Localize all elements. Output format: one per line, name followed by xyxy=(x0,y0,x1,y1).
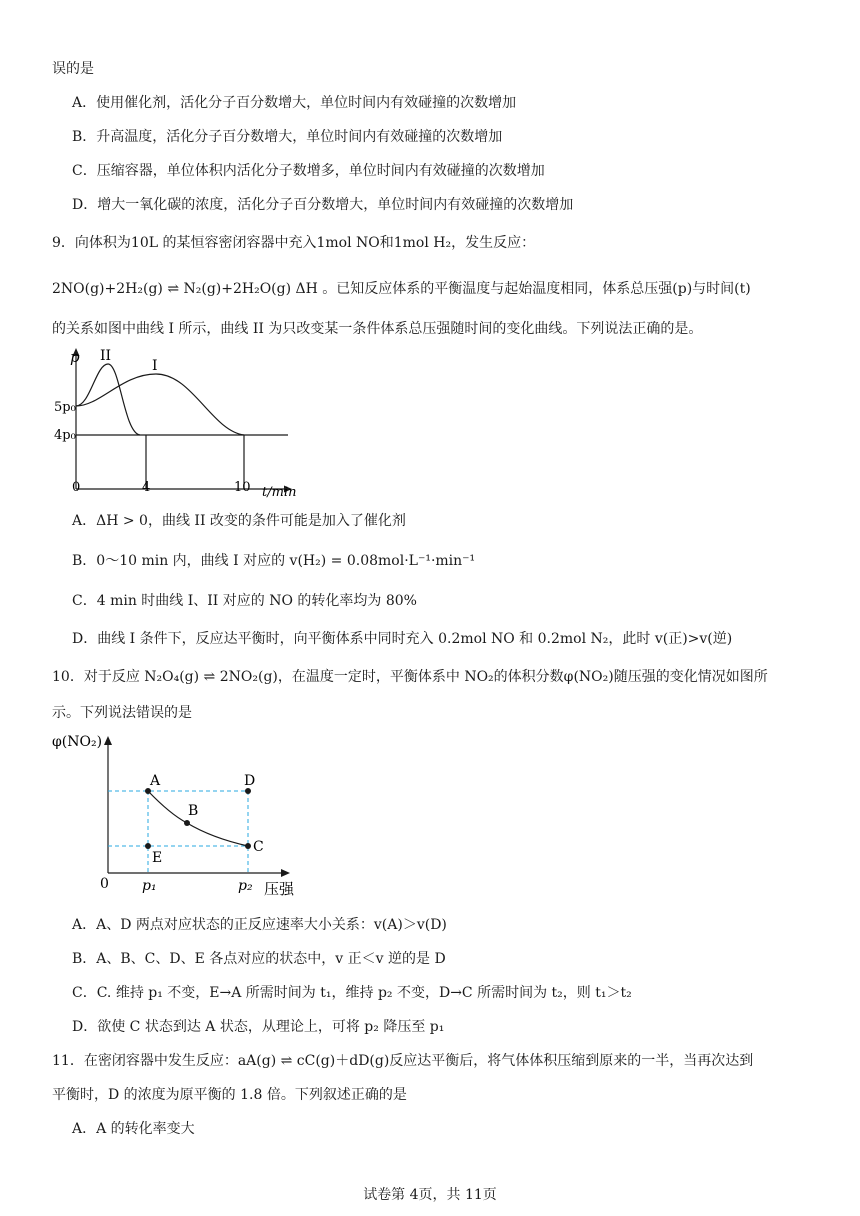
point-label-d: D xyxy=(244,773,256,789)
option-d-q9: D．曲线 I 条件下，反应达平衡时，向平衡体系中同时充入 0.2mol NO 和 0.2mol N₂，此时 v(正)>v(逆) xyxy=(72,631,733,647)
x-axis-label: t/min xyxy=(262,485,297,500)
x-axis-label: 压强 xyxy=(264,880,295,898)
no2-fraction-pressure-graph xyxy=(52,728,312,898)
page-footer: 试卷第 4页，共 11页 xyxy=(363,1187,497,1203)
x-tick-4: 4 xyxy=(142,480,151,495)
x-tick-p1: p₁ xyxy=(142,878,157,894)
pressure-time-graph xyxy=(52,346,312,502)
y-axis-label: p xyxy=(70,348,80,366)
option-c-q10: C．C. 维持 p₁ 不变，E→A 所需时间为 t₁，维持 p₂ 不变，D→C 所需时间为 t₂，则 t₁＞t₂ xyxy=(72,985,632,1001)
curve-label-ii: II xyxy=(100,348,112,364)
question-10-stem-cont: 示。下列说法错误的是 xyxy=(52,705,192,721)
question-11-stem-cont: 平衡时，D 的浓度为原平衡的 1.8 倍。下列叙述正确的是 xyxy=(52,1087,407,1103)
option-b-q10: B．A、B、C、D、E 各点对应的状态中，v 正＜v 逆的是 D xyxy=(72,951,446,967)
option-a-q9: A．ΔH > 0，曲线 II 改变的条件可能是加入了催化剂 xyxy=(72,513,406,529)
text-line-0: 误的是 xyxy=(52,61,94,77)
option-c-q8: C．压缩容器，单位体积内活化分子数增多，单位时间内有效碰撞的次数增加 xyxy=(72,163,545,179)
point-label-c: C xyxy=(253,839,264,855)
option-a-q10: A．A、D 两点对应状态的正反应速率大小关系：v(A)＞v(D) xyxy=(72,917,447,933)
y-tick-5p0: 5p₀ xyxy=(54,400,76,415)
question-9-stem: 9．向体积为10L 的某恒容密闭容器中充入1mol NO和1mol H₂，发生反应： xyxy=(52,235,536,251)
origin-label: 0 xyxy=(100,876,109,892)
guide-lines xyxy=(108,791,248,873)
point-label-b: B xyxy=(188,803,199,819)
question-10-stem: 10．对于反应 N₂O₄(g) ⇌ 2NO₂(g)，在温度一定时，平衡体系中 NO₂的体积分数φ(NO₂)随压强的变化情况如图所 xyxy=(52,669,768,685)
x-tick-0: 0 xyxy=(72,480,81,495)
point-label-e: E xyxy=(152,850,163,866)
question-11-stem: 11．在密闭容器中发生反应：aA(g) ⇌ cC(g)＋dD(g)反应达平衡后，将气体体积压缩到原来的一半，当再次达到 xyxy=(52,1053,754,1069)
option-c-q9: C．4 min 时曲线 I、II 对应的 NO 的转化率均为 80% xyxy=(72,593,417,609)
option-a-q11: A．A 的转化率变大 xyxy=(72,1121,195,1137)
question-9-equation: 2NO(g)+2H₂(g) ⇌ N₂(g)+2H₂O(g) ΔH 。已知反应体系的平衡温度与起始温度相同，体系总压强(p)与时间(t) xyxy=(52,281,751,297)
curve-label-i: I xyxy=(152,358,158,374)
question-9-text: 的关系如图中曲线 I 所示，曲线 II 为只改变某一条件体系总压强随时间的变化曲线。下列说法正确的是。 xyxy=(52,321,703,337)
point-label-a: A xyxy=(150,773,161,789)
y-tick-4p0: 4p₀ xyxy=(54,428,76,443)
option-d-q10: D．欲使 C 状态到达 A 状态，从理论上，可将 p₂ 降压至 p₁ xyxy=(72,1019,445,1035)
y-axis-label: φ(NO₂) xyxy=(52,734,103,750)
x-tick-10: 10 xyxy=(234,480,251,495)
option-a-q8: A．使用催化剂，活化分子百分数增大，单位时间内有效碰撞的次数增加 xyxy=(72,95,517,111)
x-tick-p2: p₂ xyxy=(238,878,253,894)
option-b-q9: B．0～10 min 内，曲线 I 对应的 v(H₂) = 0.08mol·L⁻¹·min⁻¹ xyxy=(72,553,476,569)
option-d-q8: D．增大一氧化碳的浓度，活化分子百分数增大，单位时间内有效碰撞的次数增加 xyxy=(72,197,574,213)
option-b-q8: B．升高温度，活化分子百分数增大，单位时间内有效碰撞的次数增加 xyxy=(72,129,503,145)
